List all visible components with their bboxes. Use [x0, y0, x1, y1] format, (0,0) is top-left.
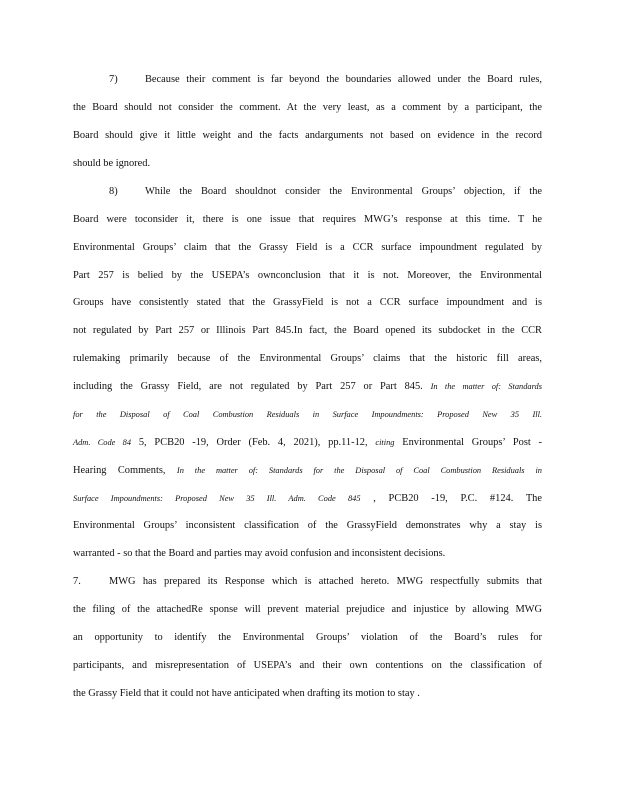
paragraph-7-line-2: the Board should not consider the comment. At the very least, as a comment by a participant, the: [73, 102, 542, 113]
paragraph-7-line-4: should be ignored.: [73, 158, 151, 169]
paragraph-number: 7): [109, 74, 118, 85]
paragraph-8-line-6: not regulated by Part 257 or Illinois Part 845.In fact, the Board opened its subdocket in the CCR: [73, 325, 542, 336]
paragraph-8-line-4: Part 257 is belied by the USEPA’s ownconclusion that it is not. Moreover, the Environmental: [73, 270, 542, 281]
paragraph-8-line-7: rulemaking primarily because of the Environmental Groups’ claims that the historic fill areas,: [73, 353, 542, 364]
case-citation: In the matter of: Standards for the Disposal of Coal Combustion Residuals in: [176, 466, 542, 475]
paragraph-8-line-13: Environmental Groups’ inconsistent classification of the GrassyField demonstrates why a stay is: [73, 520, 542, 531]
paragraph-8-line-1: 8) While the Board shouldnot consider the Environmental Groups’ objection, if the: [109, 186, 542, 197]
paragraph-8-line-11: Hearing Comments, In the matter of: Standards for the Disposal of Coal Combustion Residuals in: [73, 465, 542, 476]
paragraph-7b-line-4: participants, and misrepresentation of USEPA’s and their own contentions on the classification of: [73, 660, 542, 671]
case-citation: Surface Impoundments: Proposed New 35 Ill. Adm. Code 845: [73, 494, 361, 503]
paragraph-8-line-2: Board were toconsider it, there is one issue that requires MWG’s response at this time. T he: [73, 214, 542, 225]
paragraph-7-line-1: 7) Because their comment is far beyond the boundaries allowed under the Board rules,: [109, 74, 542, 85]
paragraph-8-line-12: Surface Impoundments: Proposed New 35 Ill. Adm. Code 845 , PCB20 -19, P.C. #124. The: [73, 493, 542, 504]
paragraph-7-line-3: Board should give it little weight and the facts andarguments not based on evidence in the record: [73, 130, 542, 141]
paragraph-8-line-10: Adm. Code 84 5, PCB20 -19, Order (Feb. 4, 2021), pp.11-12, citing Environmental Groups’ Post -: [73, 437, 542, 448]
citing-signal: citing: [375, 438, 395, 447]
paragraph-7b-line-3: an opportunity to identify the Environmental Groups’ violation of the Board’s rules for: [73, 632, 542, 643]
paragraph-7b-line-1: 7. MWG has prepared its Response which is attached hereto. MWG respectfully submits that: [73, 576, 542, 587]
case-citation: Adm. Code 84: [73, 438, 132, 447]
paragraph-8-line-9: [73, 408, 542, 422]
case-citation: In the matter of: Standards: [430, 382, 542, 391]
paragraph-number: 7.: [73, 576, 81, 587]
paragraph-8-line-14: warranted - so that the Board and parties may avoid confusion and inconsistent decisions.: [73, 548, 446, 559]
paragraph-7b-line-2: the filing of the attachedRe sponse will prevent material prejudice and injustice by allowing MWG: [73, 604, 542, 615]
paragraph-8-line-3: Environmental Groups’ claim that the Grassy Field is a CCR surface impoundment regulated by: [73, 242, 542, 253]
paragraph-number: 8): [109, 186, 118, 197]
paragraph-8-line-5: Groups have consistently stated that the GrassyField is not a CCR surface impoundment and is: [73, 297, 542, 308]
case-citation: for the Disposal of Coal Combustion Residuals in Surface Impoundments: Proposed New 35 Ill.: [73, 410, 542, 419]
paragraph-8-line-8: including the Grassy Field, are not regulated by Part 257 or Part 845. In the matter of: Standards: [73, 381, 542, 392]
paragraph-7b-line-5: the Grassy Field that it could not have anticipated when drafting its motion to stay .: [73, 688, 420, 699]
